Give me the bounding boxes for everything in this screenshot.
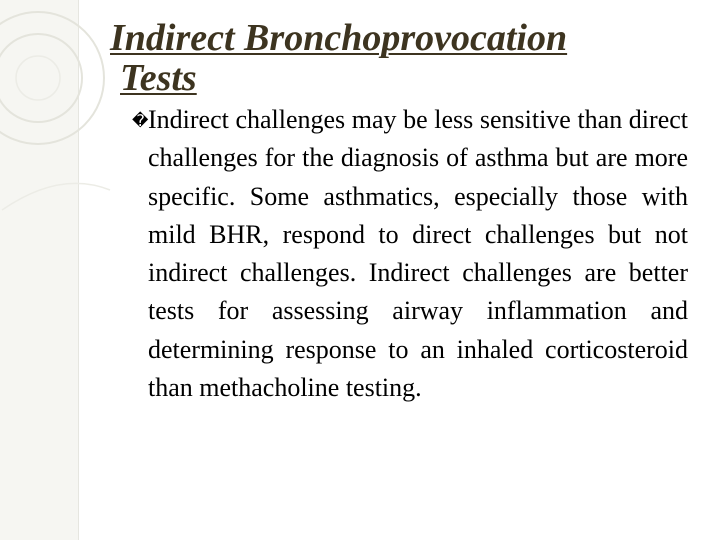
bullet-marker-icon: � — [132, 111, 149, 130]
slide-title-line-2: Tests — [120, 57, 197, 99]
slide-title — [110, 18, 700, 98]
slide-title-line-1: Indirect Bronchoprovocation — [110, 17, 568, 59]
bullet-paragraph: Indirect challenges may be less sensitive than direct challenges for the diagnosis of asthma but are more specific. Some asthmatics, especially those with mild BHR, respond to direct challenges but not indirect challenges. Indirect challenges are better tests for assessing airway inflammation and determining response to an inhaled corticosteroid than methacholine testing. — [148, 105, 688, 403]
